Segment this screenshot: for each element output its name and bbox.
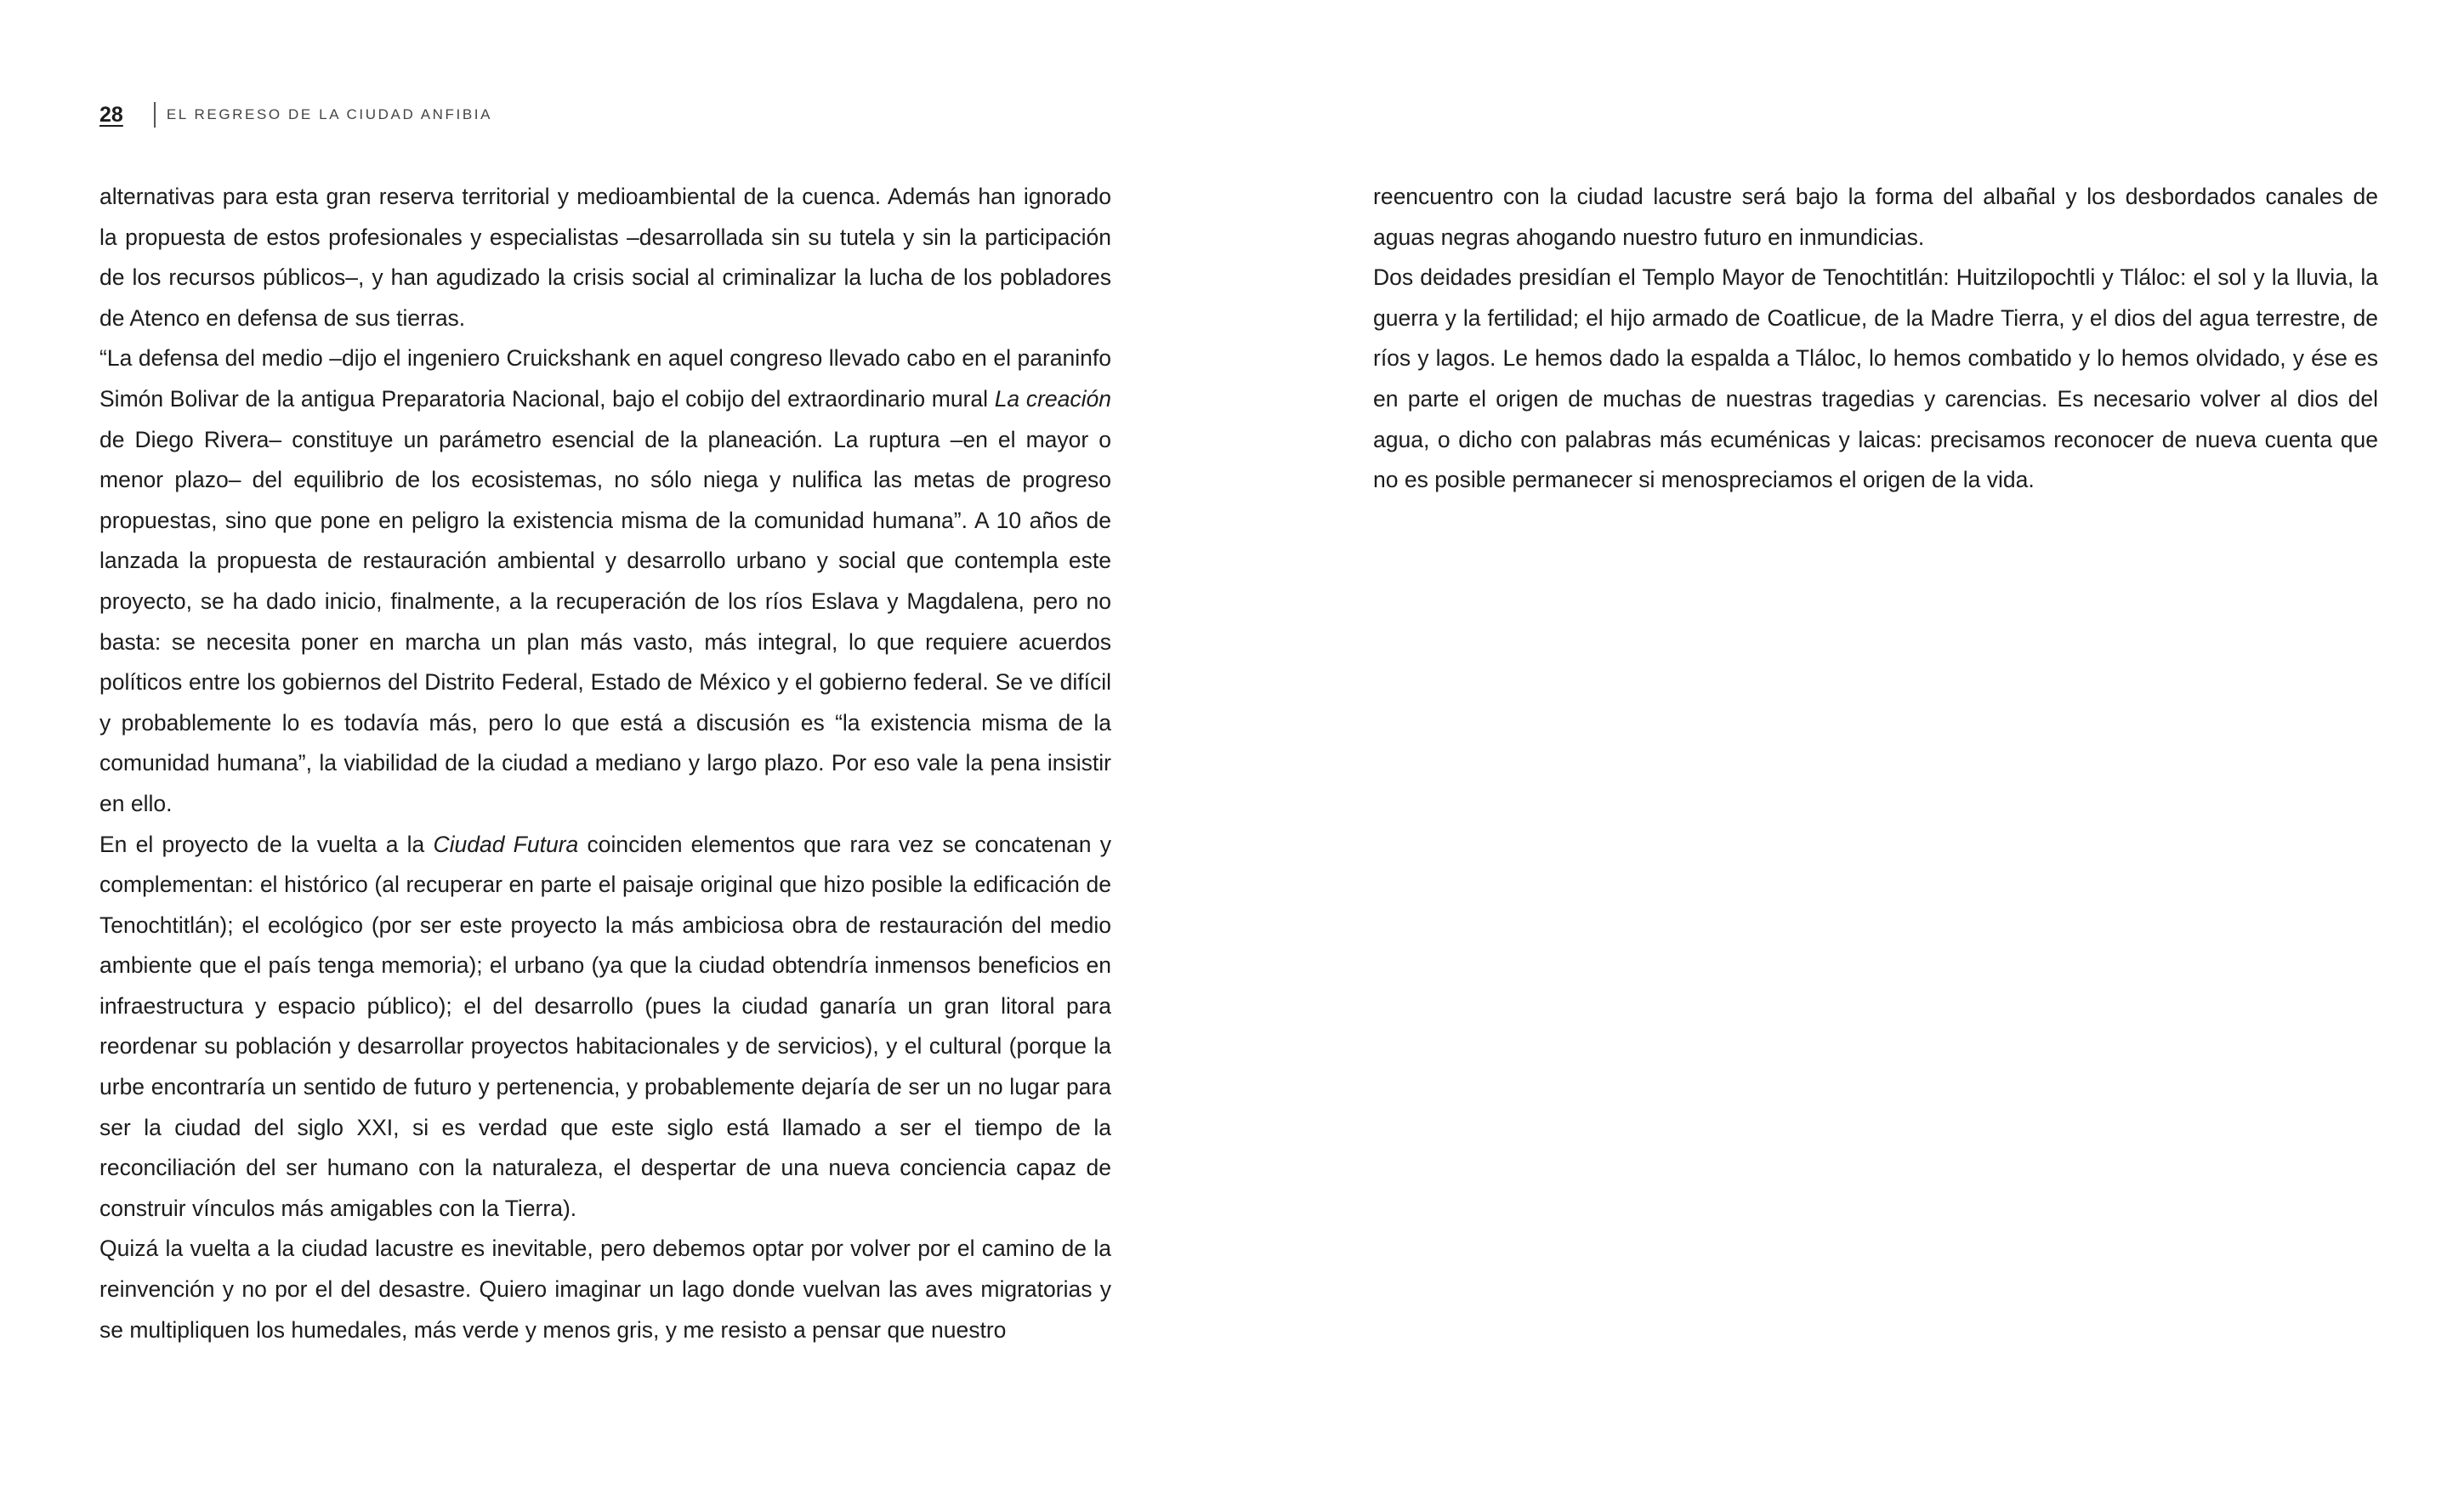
paragraph: Quizá la vuelta a la ciudad lacustre es inevitable, pero debemos optar por volver por el camino de la reinvención y no por el del desastre. Quiero imaginar un lago donde vuelvan las aves migratorias y se multipliquen los humedales, más verde y menos gris, y me resisto a pensar que nuestro: [99, 1236, 1111, 1343]
artwork-title: La creación: [994, 385, 1111, 412]
text-run: “La defensa del medio –dijo el ingeniero Cruickshank en aquel congreso llevado cabo en el paraninfo Simón Bolivar de la antigua Preparatoria Nacional, bajo el cobijo del extraordinario mural: [99, 345, 1111, 412]
project-title: Ciudad Futura: [433, 831, 579, 857]
page-header: [99, 100, 492, 129]
paragraph: reencuentro con la ciudad lacustre será bajo la forma del albañal y los desbordados canales de aguas negras ahogando nuestro futuro en inmundicias.: [1373, 184, 2378, 250]
paragraph: alternativas para esta gran reserva territorial y medioambiental de la cuenca. Además han ignorado la propuesta de estos profesionales y especialistas –desarrollada sin su tutela y sin la participación de los recursos públicos–, y han agudizado la crisis social al criminalizar la lucha de los pobladores de Atenco en defensa de sus tierras.: [99, 184, 1111, 331]
paragraph: Dos deidades presidían el Templo Mayor de Tenochtitlán: Huitzilopochtli y Tláloc: el sol y la lluvia, la guerra y la fertilidad; el hijo armado de Coatlicue, de la Madre Tierra, y el dios del agua terrestre, de ríos y lagos. Le hemos dado la espalda a Tláloc, lo hemos combatido y lo hemos olvidado, y ése es en parte el origen de muchas de nuestras tragedias y carencias. Es necesario volver al dios del agua, o dicho con palabras más ecuménicas y laicas: precisamos reconocer de nueva cuenta que no es posible permanecer si menospreciamos el origen de la vida.: [1373, 264, 2378, 493]
text-run: En el proyecto de la vuelta a la: [99, 831, 434, 857]
text-run: coinciden elementos que rara vez se concatenan y complementan: el histórico (al recuperar en parte el paisaje original que hizo posible la edificación de Tenochtitlán); el ecológico (por ser este proyecto la más ambiciosa obra de restauración del medio ambiente que el país tenga memoria); el urbano (ya que la ciudad obtendría inmensos beneficios en infraestructura y espacio público); el del desarrollo (pues la ciudad ganaría un gran litoral para reordenar su población y desarrollar proyectos habitacionales y de servicios), y el cultural (porque la urbe encontraría un sentido de futuro y pertenencia, y probablemente dejaría de ser un no lugar para ser la ciudad del siglo XXI, si es verdad que este siglo está llamado a ser el tiempo de la reconciliación del ser humano con la naturaleza, el despertar de una nueva conciencia capaz de construir vínculos más amigables con la Tierra).: [99, 831, 1111, 1221]
page-number: 28: [99, 102, 123, 127]
text-run: de Diego Rivera– constituye un parámetro esencial de la planeación. La ruptura –en el mayor o menor plazo– del equilibrio de los ecosistemas, no sólo niega y nulifica las metas de progreso propuestas, sino que pone en peligro la existencia misma de la comunidad humana”. A 10 años de lanzada la propuesta de restauración ambiental y desarrollo urbano y social que contempla este proyecto, se ha dado inicio, finalmente, a la recuperación de los ríos Eslava y Magdalena, pero no basta: se necesita poner en marcha un plan más vasto, más integral, lo que requiere acuerdos políticos entre los gobiernos del Distrito Federal, Estado de México y el gobierno federal. Se ve difícil y probablemente lo es todavía más, pero lo que está a discusión es “la existencia misma de la comunidad humana”, la viabilidad de la ciudad a mediano y largo plazo. Por eso vale la pena insistir en ello.: [99, 426, 1111, 816]
paragraph: [99, 825, 1111, 1230]
right-text-column: [1373, 177, 2378, 501]
header-divider: [154, 102, 156, 128]
left-text-column: [99, 177, 1111, 1350]
running-title: EL REGRESO DE LA CIUDAD ANFIBIA: [166, 106, 493, 122]
paragraph: [99, 338, 1111, 824]
